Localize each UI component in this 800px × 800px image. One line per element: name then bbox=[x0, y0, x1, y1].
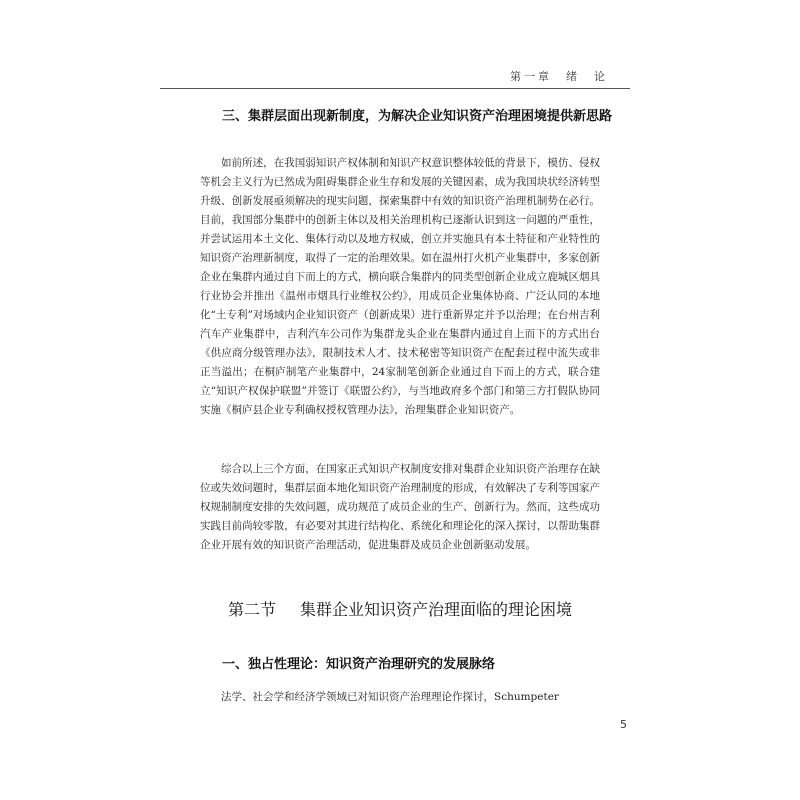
section-title-text: 集群企业知识资产治理面临的理论困境 bbox=[300, 600, 573, 619]
section-number: 第二节 bbox=[228, 600, 277, 619]
body-paragraph-1: 如前所述，在我国弱知识产权体制和知识产权意识整体较低的背景下，模仿、侵权等机会主义行为已然成为阻碍集群企业生存和发展的关键因素，成为我国块状经济转型升级、创新发展亟须解决的现实问题，探索集群中有效的知识资产治理机制势在必行。目前，我国部分集群中的创新主体以及相关治理机构已逐渐认识到这一问题的严重性，并尝试运用本土文化、集体行动以及地方权威，创立并实施具有本土特征和产业特性的知识资产治理新制度，取得了一定的治理效果。如在温州打火机产业集群中，多家创新企业在集群内通过自下而上的方式，横向联合集群内的同类型创新企业成立鹿城区烟具行业协会并推出《温州市烟具行业维权公约》，用成员企业集体协商、广泛认同的本地化“土专利”对场域内企业知识资产（创新成果）进行重新界定并予以治理；在台州吉利汽车产业集群中，吉利汽车公司作为集群龙头企业在集群内通过自上而下的方式出台《供应商分级管理办法》，限制技术人才、技术秘密等知识资产在配套过程中流失或非正当溢出；在桐庐制笔产业集群中，24家制笔创新企业通过自下而上的方式，联合建立“知识产权保护联盟”并签订《联盟公约》，与当地政府多个部门和第三方打假队协同实施《桐庐县企业专利确权授权管理办法》，治理集群企业知识资产。 bbox=[200, 157, 600, 416]
body-paragraph-2: 综合以上三个方面，在国家正式知识产权制度安排对集群企业知识资产治理存在缺位或失效问题时，集群层面本地化知识资产治理制度的形成，有效解决了专利等国家产权规制制度安排的失效问题，成功规范了成员企业的生产、创新行为。然而，这些成功实践目前尚较零散，有必要对其进行结构化、系统化和理论化的深入探讨，以帮助集群企业开展有效的知识资产治理活动，促进集群及成员企业创新驱动发展。 bbox=[200, 463, 600, 551]
subsection-heading-3: 三、集群层面出现新制度，为解决企业知识资产治理困境提供新思路 bbox=[222, 109, 613, 124]
header-rule bbox=[160, 88, 630, 89]
subsection-heading-1: 一、独占性理论：知识资产治理研究的发展脉络 bbox=[222, 657, 496, 672]
body-paragraph-3: 法学、社会学和经济学领域已对知识资产治理理论作探讨，Schumpeter bbox=[221, 691, 559, 703]
running-head: 第一章 绪 论 bbox=[510, 70, 608, 83]
page-number: 5 bbox=[620, 718, 627, 731]
section-title bbox=[228, 597, 608, 620]
